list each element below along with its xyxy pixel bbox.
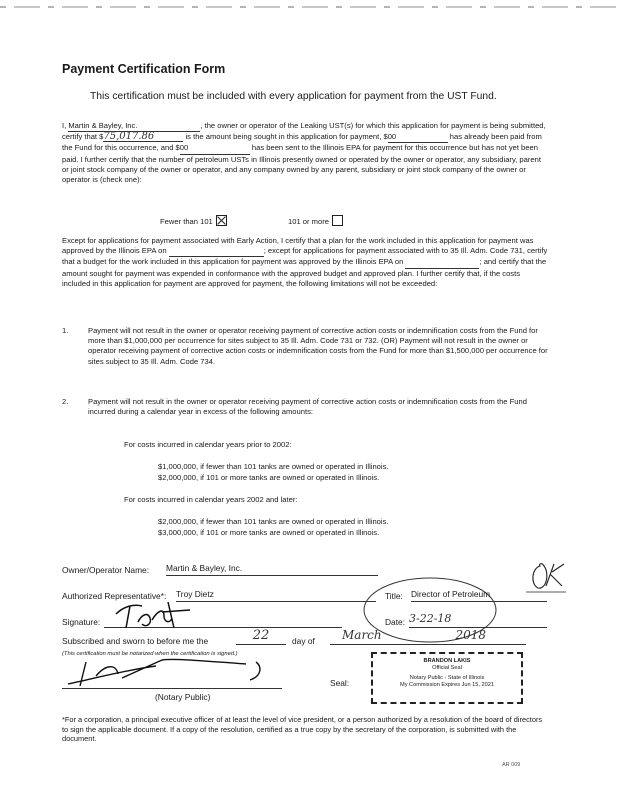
notary-public-label: (Notary Public) [155,692,211,702]
prior-years-limit-2: $2,000,000, if 101 or more tanks are owned or operated in Illinois. [158,473,380,482]
form-subtitle: This certification must be included with every application for payment from the UST Fund. [90,91,497,102]
notary-seal-stamp: BRANDON LAKIS Official Seal Notary Public - State of Illinois My Commission Expires Jun 15, 2021 [371,652,523,704]
option-101-or-more[interactable]: 101 or more [288,215,343,227]
prior-years-heading: For costs incurred in calendar years prior to 2002: [124,440,292,449]
checkbox-empty-icon[interactable] [332,215,343,226]
plan-approval-date-field[interactable] [169,246,264,257]
scan-artifact-line [0,6,618,8]
sworn-label: Subscribed and sworn to before me the [62,636,209,646]
authorized-rep-field[interactable]: Troy Dietz [176,589,376,602]
date-field[interactable]: 3-22-18 [409,612,547,628]
budget-approval-date-field[interactable] [405,257,479,268]
title-field[interactable]: Director of Petroleum [411,589,547,602]
checkbox-checked-icon[interactable] [216,215,227,226]
owner-operator-label: Owner/Operator Name: [62,565,150,575]
sworn-month-year-field[interactable]: March 2018 [330,628,526,645]
intro-paragraph: I, Martin & Bayley, Inc. , the owner or operator of the Leaking UST(s) for which this application for payment is being submitted, certify that $75,017.86 is the amount being sought in this application for payment, $00 has already been paid from the Fund for this occurrence, and $00 has been sent to the Illinois EPA for payment for this occurrence but has not yet been paid. I further certify that the number of petroleum USTs in Illinois presently owned or operated by the owner or operator, any subsidiary, parent or joint stock company of the owner or operator, and any company owned by any parent, subsidiary or joint stock company of the owner or operator is (check one): [62,121,546,185]
form-title: Payment Certification Form [62,62,226,76]
later-years-heading: For costs incurred in calendar years 2002 and later: [124,495,298,504]
owner-operator-field[interactable]: Martin & Bayley, Inc. [166,563,378,576]
signature-label: Signature: [62,617,101,627]
owner-name-field[interactable]: Martin & Bayley, Inc. [68,121,200,132]
notary-signature [66,656,286,690]
amount-paid-field[interactable]: 00 [388,132,448,143]
representative-signature [112,598,212,632]
date-label: Date: [385,617,406,627]
option-fewer-than-101[interactable]: Fewer than 101 [160,215,227,227]
notarize-note: (This certification must be notarized when the certification is signed.) [62,651,238,657]
notary-signature-field[interactable] [62,688,282,689]
seal-label: Seal: [330,678,350,688]
footnote: *For a corporation, a principal executive officer of at least the level of vice president, or a person authorized by a resolution of the board of directors to sign the applicable document. If a copy of the resolution, certified as a true copy by the secretary of the corporation, is submitted with the document. [62,715,543,744]
page-number: AR 009 [502,762,521,768]
title-label: Title: [385,591,403,601]
prior-years-limit-1: $1,000,000, if fewer than 101 tanks are owned or operated in Illinois. [158,462,389,471]
except-paragraph: Except for applications for payment associated with Early Action, I certify that a plan for the work included in this application for payment was approved by the Illinois EPA on ; except for applications for payment associated with to 35 Ill. Adm. Code 731, certify that a budget for the work included in this application for payment was approved by the Illinois EPA on ; and certify that the amount sought for payment was expended in conformance with the approved budget and approved plan. I further certify that, if the costs included in this application for payment are approved for payment, the following limitations will not be exceeded: [62,236,548,288]
later-years-limit-2: $3,000,000, if 101 or more tanks are owned or operated in Illinois. [158,528,380,537]
authorized-rep-label: Authorized Representative*: [62,591,167,601]
amount-sought-field[interactable]: 75,017.86 [103,133,183,142]
sworn-day-field[interactable]: 22 [236,628,286,645]
day-of-label: day of [292,636,315,646]
amount-sent-field[interactable]: 00 [180,143,250,154]
later-years-limit-1: $2,000,000, if fewer than 101 tanks are owned or operated in Illinois. [158,517,389,526]
